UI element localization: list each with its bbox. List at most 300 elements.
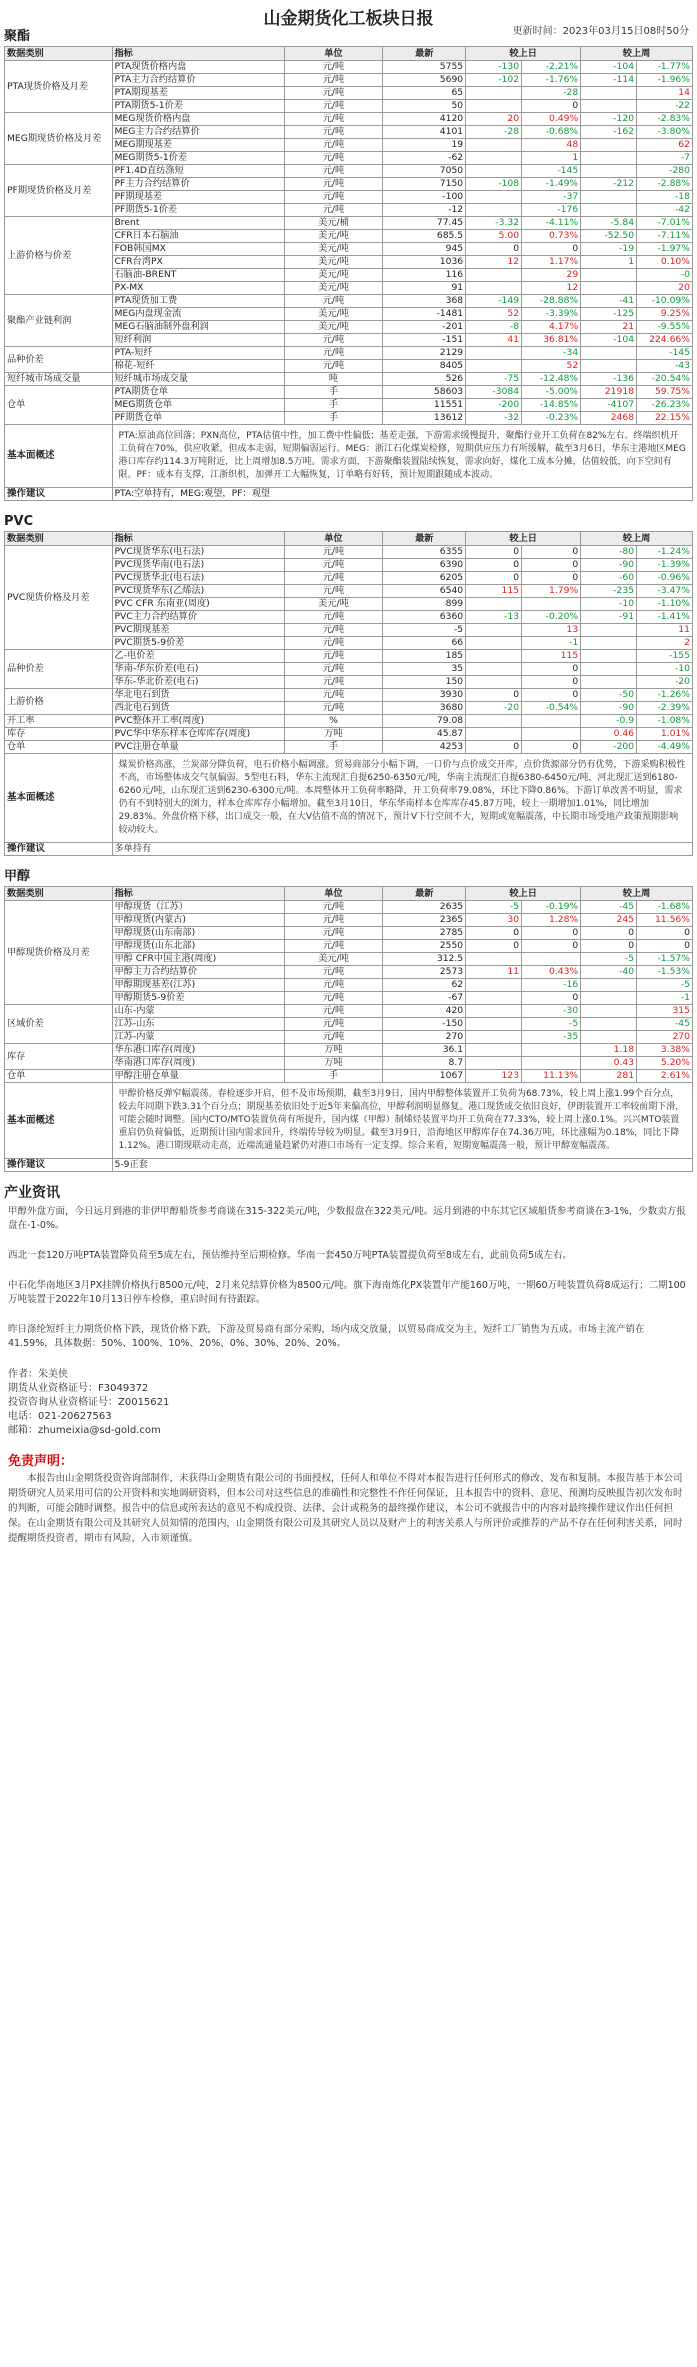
indicator-name: 甲醇现货(内蒙古)	[112, 914, 284, 927]
section-title: 聚酯	[4, 29, 31, 44]
change-cell: 224.66%	[637, 334, 693, 347]
change-cell: -28.88%	[522, 295, 581, 308]
unit-cell: 元/吨	[284, 113, 383, 126]
change-cell: 270	[637, 1031, 693, 1044]
table-row	[5, 347, 693, 360]
indicator-name: PVC期货5-9价差	[112, 637, 284, 650]
change-cell: 0	[466, 243, 522, 256]
change-cell: 62	[637, 139, 693, 152]
latest-value: 36.1	[383, 1044, 466, 1057]
header-latest: 最新	[383, 887, 466, 901]
indicator-name: PF期现基差	[112, 191, 284, 204]
unit-cell: 元/吨	[284, 165, 383, 178]
indicator-name: MEG期现基差	[112, 139, 284, 152]
paragraph-gap	[4, 1236, 693, 1246]
table-row	[5, 113, 693, 126]
change-cell: 12	[522, 282, 581, 295]
change-cell: 0	[522, 927, 581, 940]
latest-value: 8.7	[383, 1057, 466, 1070]
indicator-name: 西北电石到货	[112, 702, 284, 715]
change-cell: -0.23%	[522, 412, 581, 425]
change-cell	[466, 152, 522, 165]
latest-value: 899	[383, 598, 466, 611]
change-cell: 281	[581, 1070, 637, 1083]
industry-news	[4, 1202, 693, 1364]
change-cell: -1.26%	[637, 689, 693, 702]
latest-value: 7050	[383, 165, 466, 178]
unit-cell: 万吨	[284, 728, 383, 741]
indicator-name: 华南港口库存(周度)	[112, 1057, 284, 1070]
unit-cell: 元/吨	[284, 650, 383, 663]
indicator-name: PF期货5-1价差	[112, 204, 284, 217]
latest-value: 19	[383, 139, 466, 152]
change-cell: -2.21%	[522, 61, 581, 74]
indicator-name: PF1.4D直纺涤短	[112, 165, 284, 178]
change-cell: 0	[466, 741, 522, 754]
latest-value: -62	[383, 152, 466, 165]
category-cell: 库存	[5, 1044, 113, 1070]
unit-cell: 元/吨	[284, 126, 383, 139]
unit-cell: 元/吨	[284, 940, 383, 953]
change-cell: 0	[466, 940, 522, 953]
category-cell: PVC现货价格及月差	[5, 546, 113, 650]
change-cell: -149	[466, 295, 522, 308]
unit-cell: 元/吨	[284, 100, 383, 113]
change-cell	[466, 1044, 522, 1057]
change-cell: -5	[466, 901, 522, 914]
change-cell	[466, 165, 522, 178]
change-cell: 0	[522, 741, 581, 754]
contact-line: 期货从业资格证号：F3049372	[8, 1383, 149, 1394]
change-cell: -0.54%	[522, 702, 581, 715]
header-prev_week: 较上周	[581, 887, 693, 901]
change-cell: 0	[522, 572, 581, 585]
summary-row	[5, 1083, 693, 1159]
change-cell: 5.20%	[637, 1057, 693, 1070]
change-cell	[581, 139, 637, 152]
unit-cell: 美元/吨	[284, 230, 383, 243]
data-table	[4, 531, 693, 856]
change-cell: 22.15%	[637, 412, 693, 425]
change-cell: 0	[522, 243, 581, 256]
change-cell: 5.00	[466, 230, 522, 243]
advice-row	[5, 488, 693, 501]
change-cell: -90	[581, 702, 637, 715]
indicator-name: 短纤城市场成交量	[112, 373, 284, 386]
indicator-name: 江苏-山东	[112, 1018, 284, 1031]
change-cell: 0	[637, 927, 693, 940]
industry-paragraph: 甲醇外盘方面，今日远月到港的非伊甲醇船货参考商谈在315-322美元/吨，少数报盘在322美元/吨。远月到港的中东其它区域船货参考商谈在3-1%，少数卖方报盘在-1-0%。	[8, 1206, 686, 1231]
change-cell: 1.28%	[522, 914, 581, 927]
change-cell: -0.20%	[522, 611, 581, 624]
latest-value: 91	[383, 282, 466, 295]
change-cell: -22	[637, 100, 693, 113]
change-cell: -176	[522, 204, 581, 217]
latest-value: -5	[383, 624, 466, 637]
change-cell: -32	[466, 412, 522, 425]
summary-label: 基本面概述	[5, 754, 113, 843]
latest-value: 6390	[383, 559, 466, 572]
change-cell	[522, 953, 581, 966]
change-cell: -9.55%	[637, 321, 693, 334]
change-cell: -1.77%	[637, 61, 693, 74]
latest-value: 62	[383, 979, 466, 992]
indicator-name: PTA期货5-1价差	[112, 100, 284, 113]
section-gap	[4, 1172, 693, 1182]
unit-cell: 元/吨	[284, 663, 383, 676]
latest-value: 77.45	[383, 217, 466, 230]
change-cell: 9.25%	[637, 308, 693, 321]
change-cell: 2.61%	[637, 1070, 693, 1083]
change-cell: -1.57%	[637, 953, 693, 966]
change-cell	[581, 204, 637, 217]
indicator-name: FOB韩国MX	[112, 243, 284, 256]
indicator-name: PVC整体开工率(周度)	[112, 715, 284, 728]
latest-value: 5690	[383, 74, 466, 87]
change-cell: -42	[637, 204, 693, 217]
change-cell: -60	[581, 572, 637, 585]
indicator-name: PF期货仓单	[112, 412, 284, 425]
indicator-name: 山东-内蒙	[112, 1005, 284, 1018]
change-cell: 0	[522, 940, 581, 953]
header-latest: 最新	[383, 532, 466, 546]
change-cell: 20	[637, 282, 693, 295]
latest-value: 526	[383, 373, 466, 386]
change-cell: 2468	[581, 412, 637, 425]
unit-cell: 元/吨	[284, 1005, 383, 1018]
category-cell: 仓单	[5, 386, 113, 425]
table-row	[5, 61, 693, 74]
change-cell: 1.17%	[522, 256, 581, 269]
unit-cell: 元/吨	[284, 927, 383, 940]
indicator-name: 江苏-内蒙	[112, 1031, 284, 1044]
change-cell	[581, 1031, 637, 1044]
header-unit: 单位	[284, 47, 383, 61]
change-cell: 21	[581, 321, 637, 334]
indicator-name: PF主力合约结算价	[112, 178, 284, 191]
report-title: 山金期货化工板块日报	[263, 9, 434, 29]
data-table	[4, 886, 693, 1172]
header-prev_day: 较上日	[466, 47, 581, 61]
change-cell	[581, 637, 637, 650]
unit-cell: 美元/吨	[284, 953, 383, 966]
change-cell: -1.41%	[637, 611, 693, 624]
table-row	[5, 546, 693, 559]
latest-value: 2129	[383, 347, 466, 360]
change-cell: -75	[466, 373, 522, 386]
unit-cell: 元/吨	[284, 702, 383, 715]
latest-value: 45.87	[383, 728, 466, 741]
change-cell	[581, 100, 637, 113]
change-cell: -10.09%	[637, 295, 693, 308]
latest-value: 1036	[383, 256, 466, 269]
change-cell: -3084	[466, 386, 522, 399]
change-cell	[581, 663, 637, 676]
latest-value: 945	[383, 243, 466, 256]
change-cell: -10	[637, 663, 693, 676]
change-cell	[581, 676, 637, 689]
change-cell	[466, 139, 522, 152]
latest-value: 66	[383, 637, 466, 650]
change-cell: -280	[637, 165, 693, 178]
change-cell: 0	[466, 559, 522, 572]
unit-cell: 手	[284, 1070, 383, 1083]
category-cell: PF期现货价格及月差	[5, 165, 113, 217]
indicator-name: PX-MX	[112, 282, 284, 295]
change-cell	[466, 1031, 522, 1044]
indicator-name: MEG期货仓单	[112, 399, 284, 412]
change-cell: 0.43%	[522, 966, 581, 979]
unit-cell: 元/吨	[284, 1031, 383, 1044]
indicator-name: PVC现货华东(电石法)	[112, 546, 284, 559]
change-cell: -1.53%	[637, 966, 693, 979]
latest-value: 13612	[383, 412, 466, 425]
table-row	[5, 901, 693, 914]
change-cell	[466, 979, 522, 992]
latest-value: 420	[383, 1005, 466, 1018]
change-cell: -1.24%	[637, 546, 693, 559]
change-cell	[581, 992, 637, 1005]
change-cell: -145	[637, 347, 693, 360]
change-cell: -28	[522, 87, 581, 100]
indicator-name: 甲醇现货(山东北部)	[112, 940, 284, 953]
unit-cell: 元/吨	[284, 979, 383, 992]
indicator-name: MEG现货价格内盘	[112, 113, 284, 126]
change-cell: -5.84	[581, 217, 637, 230]
unit-cell: 元/吨	[284, 559, 383, 572]
change-cell: 0	[581, 940, 637, 953]
change-cell: -34	[522, 347, 581, 360]
table-row	[5, 373, 693, 386]
latest-value: 6205	[383, 572, 466, 585]
table-row	[5, 386, 693, 399]
table-header	[5, 532, 693, 546]
change-cell: 41	[466, 334, 522, 347]
unit-cell: 元/吨	[284, 676, 383, 689]
industry-title: 产业资讯	[4, 1185, 60, 1201]
unit-cell: 手	[284, 386, 383, 399]
change-cell: -50	[581, 689, 637, 702]
change-cell: -19	[581, 243, 637, 256]
change-cell: -41	[581, 295, 637, 308]
summary-label: 基本面概述	[5, 425, 113, 488]
change-cell: -8	[466, 321, 522, 334]
latest-value: 2635	[383, 901, 466, 914]
latest-value: 6540	[383, 585, 466, 598]
table-row	[5, 295, 693, 308]
change-cell	[581, 191, 637, 204]
change-cell: 0	[522, 100, 581, 113]
header-unit: 单位	[284, 887, 383, 901]
latest-value: 2365	[383, 914, 466, 927]
change-cell	[466, 269, 522, 282]
change-cell: 52	[522, 360, 581, 373]
category-cell: 上游价格与价差	[5, 217, 113, 295]
advice-text: PTA:空单持有，MEG:观望，PF：观望	[112, 488, 693, 501]
indicator-name: 华北电石到货	[112, 689, 284, 702]
latest-value: 368	[383, 295, 466, 308]
change-cell	[466, 1057, 522, 1070]
latest-value: -1481	[383, 308, 466, 321]
change-cell: 13	[522, 624, 581, 637]
summary-text: 甲醇价格反弹窄幅震荡。春检逐步开启，但不及市场预期，截至3月9日，国内甲醇整体装置开工负荷为68.73%，较上周上涨1.99个百分点，较去年同期下跌3.31个百分点；期现基差依旧处于近5年来偏高位，甲醇利润明显修复。港口现货成交依旧良好，伊朗装置开工率较前期下滑，可能会随时调整。国内CTO/MTO装置负荷有所提升，国内煤（甲醇）制烯烃装置平均开工负荷在77.33%，较上周上涨0.1%。兴兴MTO装置重启仍负荷偏低，近期预计国内需求回升，终端传导较为明显。截至3月9日，沿海地区甲醇库存在74.36万吨，环比涨幅为0.18%，同比下降1.12%。港口期现联动走高，近端流通量趋紧仍对港口市场有一定支撑。综合来看，短期宽幅震荡一般，预计甲醇宽幅震荡。	[112, 1083, 693, 1159]
change-cell: -4107	[581, 399, 637, 412]
change-cell: -12.48%	[522, 373, 581, 386]
change-cell	[581, 979, 637, 992]
unit-cell: 元/吨	[284, 74, 383, 87]
unit-cell: 元/吨	[284, 914, 383, 927]
change-cell	[581, 650, 637, 663]
indicator-name: PTA期现基差	[112, 87, 284, 100]
header-prev_day: 较上日	[466, 532, 581, 546]
change-cell: 11.56%	[637, 914, 693, 927]
latest-value: 116	[383, 269, 466, 282]
disclaimer-title: 免责声明：	[8, 1454, 74, 1469]
change-cell: 20	[466, 113, 522, 126]
latest-value: 2573	[383, 966, 466, 979]
unit-cell: 元/吨	[284, 61, 383, 74]
summary-row	[5, 754, 693, 843]
latest-value: 79.08	[383, 715, 466, 728]
change-cell	[581, 1005, 637, 1018]
latest-value: 65	[383, 87, 466, 100]
section-title: PVC	[4, 514, 34, 529]
change-cell: -155	[637, 650, 693, 663]
category-cell: PTA现货价格及月差	[5, 61, 113, 113]
latest-value: 4253	[383, 741, 466, 754]
unit-cell: 元/吨	[284, 178, 383, 191]
change-cell	[522, 1044, 581, 1057]
change-cell: 29	[522, 269, 581, 282]
change-cell: -0	[637, 269, 693, 282]
unit-cell: 元/吨	[284, 624, 383, 637]
change-cell: 0.49%	[522, 113, 581, 126]
change-cell: -45	[581, 901, 637, 914]
change-cell	[466, 650, 522, 663]
change-cell: -28	[466, 126, 522, 139]
indicator-name: MEG主力合约结算价	[112, 126, 284, 139]
change-cell: -3.80%	[637, 126, 693, 139]
unit-cell: 手	[284, 412, 383, 425]
unit-cell: 元/吨	[284, 334, 383, 347]
change-cell: -52.50	[581, 230, 637, 243]
change-cell: 1.01%	[637, 728, 693, 741]
header-ind: 指标	[112, 532, 284, 546]
change-cell: 48	[522, 139, 581, 152]
unit-cell: 元/吨	[284, 689, 383, 702]
unit-cell: 元/吨	[284, 992, 383, 1005]
advice-text: 多单持有	[112, 843, 693, 856]
table-row	[5, 715, 693, 728]
indicator-name: PVC主力合约结算价	[112, 611, 284, 624]
change-cell: -16	[522, 979, 581, 992]
latest-value: 35	[383, 663, 466, 676]
change-cell: -125	[581, 308, 637, 321]
change-cell: 1	[581, 256, 637, 269]
header-prev_week: 较上周	[581, 47, 693, 61]
change-cell	[466, 637, 522, 650]
indicator-name: 乙-电价差	[112, 650, 284, 663]
change-cell: -104	[581, 334, 637, 347]
industry-paragraph: 中石化华南地区3月PX挂牌价格执行8500元/吨，2月来兑结算价格为8500元/吨。旗下海南炼化PX装置年产能160万吨，一期60万吨装置负荷8成运行；二期100万吨装置于2022年10月13日停车检修，重启时间有待跟踪。	[8, 1280, 686, 1305]
advice-label: 操作建议	[5, 843, 113, 856]
change-cell: 0	[637, 940, 693, 953]
change-cell: -1.39%	[637, 559, 693, 572]
change-cell	[466, 715, 522, 728]
change-cell: 245	[581, 914, 637, 927]
unit-cell: 手	[284, 399, 383, 412]
indicator-name: CFR日本石脑油	[112, 230, 284, 243]
category-cell: MEG期现货价格及月差	[5, 113, 113, 165]
latest-value: 6360	[383, 611, 466, 624]
change-cell: -1.96%	[637, 74, 693, 87]
sections-container	[4, 28, 693, 1182]
change-cell: -10	[581, 598, 637, 611]
latest-value: 4120	[383, 113, 466, 126]
change-cell: -43	[637, 360, 693, 373]
table-row	[5, 165, 693, 178]
update-time: 更新时间：2023年03月15日08时50分	[512, 26, 689, 37]
section-title: 甲醇	[4, 869, 31, 884]
header-ind: 指标	[112, 887, 284, 901]
latest-value: 11551	[383, 399, 466, 412]
change-cell: -0.68%	[522, 126, 581, 139]
summary-text: PTA:原油高位回落；PXN高位，PTA估值中性，加工费中性偏低；基差走强，下游需求缓慢提升，聚酯行业开工负荷在82%左右。终端织机开工负荷在70%，供应收紧，但成本走弱，短期偏弱运行。MEG：浙江石化煤炭检修，短期供应压力有所缓解，截至3月6日，华东主港地区MEG港口库存约114.3万吨附近，比上周增加8.5万吨。需求方面，下游聚酯装置陆续恢复，需求向好，煤化工成本分摊，估值较低，向下空间有限。PF：成本有支撑，江浙织机，加弹开工大幅恢复，订单略有好转，预计短期跟随成本波动。	[112, 425, 693, 488]
change-cell: -1.68%	[637, 901, 693, 914]
latest-value: 3930	[383, 689, 466, 702]
change-cell	[466, 204, 522, 217]
change-cell: 3.38%	[637, 1044, 693, 1057]
change-cell: 0	[466, 927, 522, 940]
latest-value: 312.5	[383, 953, 466, 966]
change-cell	[581, 87, 637, 100]
change-cell: 1.18	[581, 1044, 637, 1057]
change-cell: -130	[466, 61, 522, 74]
change-cell: -0.96%	[637, 572, 693, 585]
change-cell	[522, 598, 581, 611]
indicator-name: CFR台湾PX	[112, 256, 284, 269]
change-cell: -0.9	[581, 715, 637, 728]
change-cell: 0	[522, 559, 581, 572]
indicator-name: MEG期货5-1价差	[112, 152, 284, 165]
unit-cell: 元/吨	[284, 347, 383, 360]
unit-cell: 美元/吨	[284, 269, 383, 282]
change-cell	[466, 624, 522, 637]
change-cell: -1	[522, 637, 581, 650]
change-cell: 0	[522, 992, 581, 1005]
change-cell	[581, 269, 637, 282]
unit-cell: 万吨	[284, 1057, 383, 1070]
header-unit: 单位	[284, 532, 383, 546]
unit-cell: 元/吨	[284, 139, 383, 152]
table-header	[5, 887, 693, 901]
summary-text: 煤炭价格高涨，兰炭部分降负荷，电石价格小幅调涨。贸易商部分小幅下调，一口价与点价成交开库，点价货源部分仍有优势，下游采购积极性不高，市场整体成交气氛偏弱。5型电石料，华东主流现汇自提6250-6350元/吨，华南主流现汇自提6380-6450元/吨，河北现汇送到6180-6260元/吨，山东现汇送到6230-6300元/吨。本周整体开工负荷率略降，开工负荷率79.08%，环比下降0.86%。下游订单改善不明显，需求仍有不到特别大的浏力，样本仓库库存小幅增加。截至3月10日，华东华南样本仓库库存45.87万吨，较上一期增加1.01%，同比增加29.83%。外盘价格下移，出口成交一般，在大V估值不高的情况下，预计V下行空间不大，短期或宽幅震荡，中长期市场受地产政策预期影响较动较大。	[112, 754, 693, 843]
latest-value: 1067	[383, 1070, 466, 1083]
section-gap	[4, 501, 693, 511]
change-cell: -13	[466, 611, 522, 624]
change-cell: -3.32	[466, 217, 522, 230]
latest-value: 50	[383, 100, 466, 113]
change-cell: -1.49%	[522, 178, 581, 191]
section-gap	[4, 856, 693, 866]
change-cell: -80	[581, 546, 637, 559]
change-cell	[581, 152, 637, 165]
unit-cell: 元/吨	[284, 204, 383, 217]
industry-paragraph: 西北一套120万吨PTA装置降负荷至5成左右，预估维持至后期检修。华南一套450万吨PTA装置提负荷至8成左右，此前负荷5成左右。	[8, 1250, 572, 1261]
change-cell: -120	[581, 113, 637, 126]
change-cell: 0.10%	[637, 256, 693, 269]
change-cell	[466, 663, 522, 676]
